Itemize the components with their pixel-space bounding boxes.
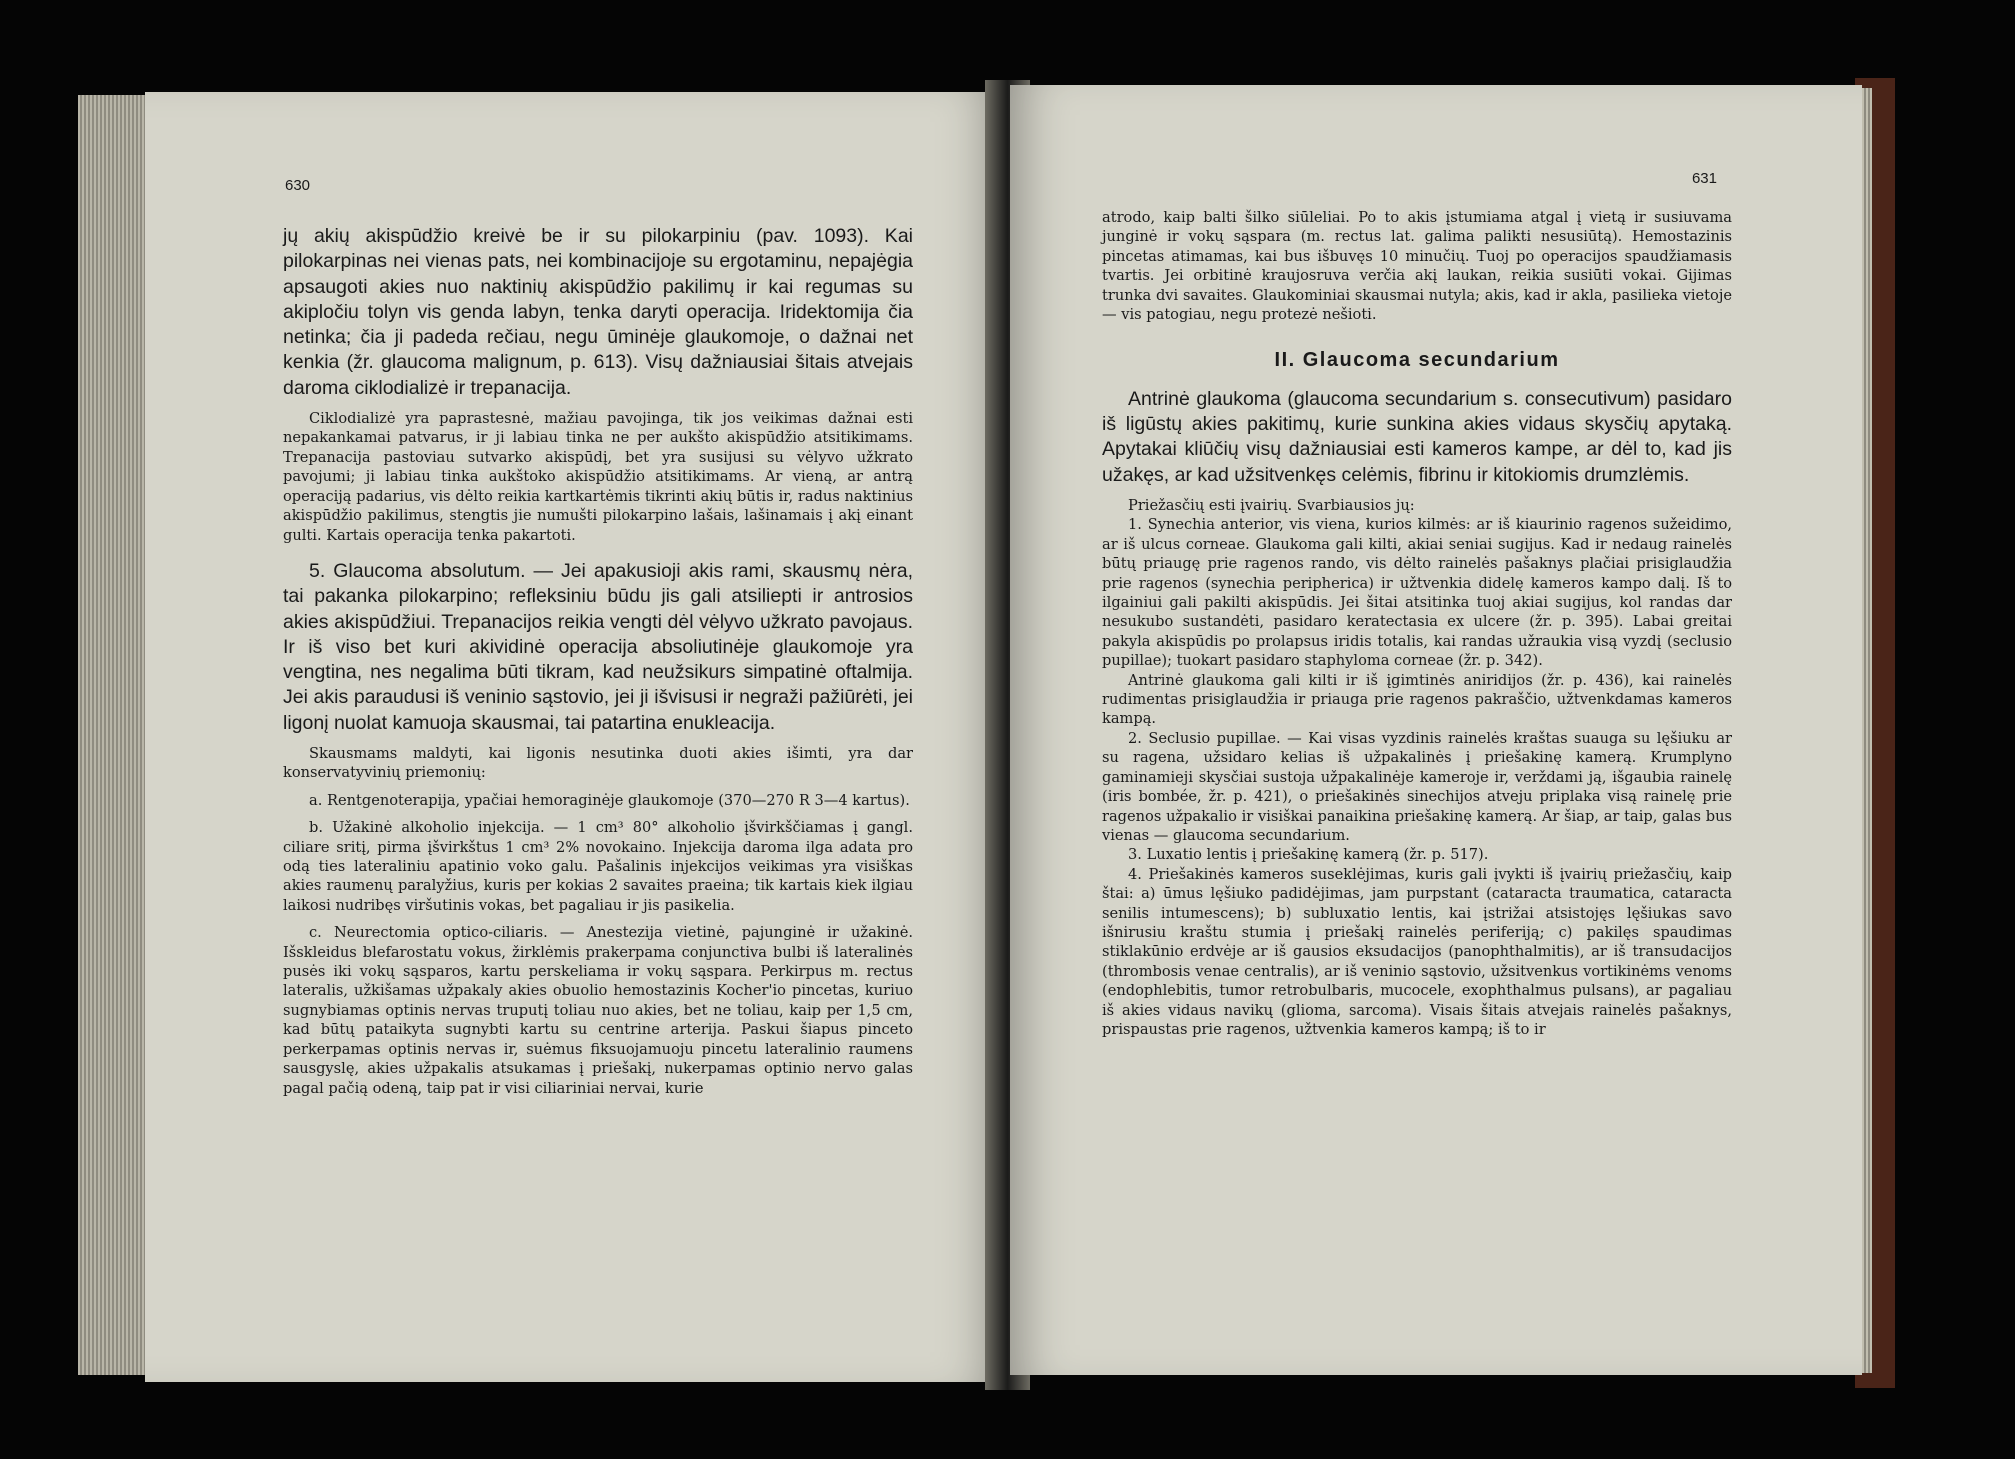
section-heading: II. Glaucoma secundarium	[1274, 349, 1560, 372]
right-page-text	[1102, 208, 1732, 1039]
right-page	[1010, 85, 1862, 1375]
paragraph: 2. Seclusio pupillae. — Kai visas vyzdinis rainelės kraštas suauga su lęšiuku ar su ragena, užsidaro kelias iš užpakalinės į priešakinę kamerą. Krumplyno gaminamieji skysčiai sustoja užpakalinėje kameroje ir, verždami ją, išgaubia rainelę (iris bombée, žr. p. 421), o priešakinės sinechijos atveju priplaka visą rainelę prie ragenos užpakalio ir visiškai panaikina priešakinę kamerą. Ar šiap, ar taip, galas bus vienas — glaucoma secundarium.	[1102, 729, 1732, 844]
paragraph: a. Rentgenoterapija, ypačiai hemoraginėje glaukomoje (370—270 R 3—4 kartus).	[309, 791, 910, 809]
paragraph: c. Neurectomia optico-ciliaris. — Anestezija vietinė, pajunginė ir užakinė. Išskleidus blefarostatu vokus, žirklėmis prakerpama conjunctiva bulbi iš lateralinės pusės iki vokų sąsparos, kartu perskeliama ir vokų sąspara. Perkirpus m. rectus lateralis, užkišamas užpakaly akies obuolio hemostazinis Kocher'io pincetas, kuriuo sugnybiamas optinis nervas truputį toliau nuo akies, bet ne toliau, kaip per 1,5 cm, kad būtų pataikyta sugnybti kartu su centrine arterija. Paskui šiapus pinceto perkerpamas optinis nervas ir, suėmus fiksuojamuoju pincetu lateralinio raumens sausgyslę, akies užpakalis atsukamas į priešakį, nukerpamas optinio nervo galas pagal pačią odeną, taip pat ir visi ciliariniai nervai, kurie	[283, 924, 913, 1097]
paragraph: 4. Priešakinės kameros suseklėjimas, kuris gali įvykti iš įvairių priežasčių, kaip štai: a) ūmus lęšiuko padidėjimas, jam purpstant (cataracta traumatica, cataracta senilis intumescens); b) subluxatio lentis, kai įstrižai atsistojęs lęšiukas savo išnirusiu kraštu stumia į priešakį rainelės periferiją; c) pakilęs spaudimas stiklakūnio erdvėje ar iš gausios eksudacijos (panophthalmitis), ar iš transudacijos (thrombosis venae centralis), ar iš veninio sąstovio, užsitvenkus vortikinėms venoms (endophlebitis, tumor retrobulbaris, mucocele, exophthalmus pulsans), ar pagaliau iš akies vidaus navikų (glioma, sarcoma). Visais šitais atvejais rainelės pašaknys, prispaustas prie ragenos, užtvenkia kameros kampą; iš to ir	[1102, 865, 1732, 1038]
paragraph: Antrinė glaukoma (glaucoma secundarium s. consecutivum) pasidaro iš ligūstų akies pakitimų, kurie sunkina akies vidaus skysčių apytaką. Apytakai kliūčių visų dažniausiai esti kameros kampe, ar dėl to, kad jis užakęs, ar kad užsitvenkęs celėmis, fibrinu ir kitokiomis drumzlėmis.	[1102, 387, 1732, 486]
page-number-right: 631	[1691, 170, 1717, 187]
paragraph: b. Užakinė alkoholio injekcija. — 1 cm³ 80° alkoholio įšvirkščiamas į gangl. ciliare sritį, pirma įšvirkštus 1 cm³ 2% novokaino. Injekcija daroma ilga adata pro odą ties lateraliniu apatinio voko galu. Pašalinis injekcijos veikimas yra visiškas akies raumenų paralyžius, kuris per kokias 2 savaites praeina; tik kartais kiek ilgiau laikosi nudribęs viršutinis vokas, bet pagaliau ir jis pasikelia.	[283, 819, 913, 914]
paragraph: 5. Glaucoma absolutum. — Jei apakusioji akis rami, skausmų nėra, tai pakanka pilokarpino; refleksiniu būdu jis gali atsiliepti ir antrosios akies akispūdžiui. Trepanacijos reikia vengti dėl vėlyvo užkrato pavojaus. Ir iš viso bet kuri akividinė operacija absoliutinėje glaukomoje yra vengtina, nes negalima būti tikram, kad neužsikurs simpatinė oftalmija. Jei akis paraudusi iš veninio sąstovio, jei ji išvisusi ir negraži pažiūrėti, jei ligonį nuolat kamuoja skausmai, tai patartina enukleacija.	[283, 559, 913, 734]
paragraph: Priežasčių esti įvairių. Svarbiausios jų:	[1128, 497, 1415, 515]
paragraph: atrodo, kaip balti šilko siūleliai. Po to akis įstumiama atgal į vietą ir susiuvama junginė ir vokų sąspara (m. rectus lat. galima palikti nesusiūtą). Hemostazinis pincetas atimamas, kai bus išbuvęs 10 minučių. Tuoj po operacijos spaudžiamasis tvartis. Jei orbitinė kraujosruva verčia akį laukan, reikia susiūti vokai. Gijimas trunka dvi savaites. Glaukominiai skausmai nutyla; akis, kad ir akla, pasilieka vietoje — vis patogiau, negu protezė nešioti.	[1102, 209, 1732, 324]
left-page	[145, 92, 1000, 1382]
left-page-text	[283, 224, 913, 1098]
paragraph: 3. Luxatio lentis į priešakinę kamerą (žr. p. 517).	[1128, 846, 1489, 864]
page-edges-left	[78, 95, 148, 1375]
paragraph: jų akių akispūdžio kreivė be ir su pilokarpiniu (pav. 1093). Kai pilokarpinas nei vienas pats, nei kombinacijoje su ergotaminu, nepajėgia apsaugoti akies nuo naktinių akispūdžio pakilimų ir kai regumas su akipločiu tolyn vis genda labyn, tenka daryti operacija. Iridektomija čia netinka; čia ji padeda rečiau, negu ūminėje glaukomoje, o dažnai net kenkia (žr. glaucoma malignum, p. 613). Visų dažniausiai šitais atvejais daroma ciklodializė ir trepanacija.	[283, 225, 913, 399]
paragraph: 1. Synechia anterior, vis viena, kurios kilmės: ar iš kiaurinio ragenos sužeidimo, ar iš ulcus corneae. Glaukoma gali kilti, akiai seniai sugijus. Kad ir nedaug rainelės būtų priaugę prie ragenos rando, vis dėlto rainelės pašaknys plačiai prisiglaudžia prie ragenos (synechia peripherica) ir užtvenkia didelę kameros kampo dalį. Iš to ilgainiui gali pakilti akispūdis. Jei šitai atsitinka tuoj akiai sugijus, kol randas dar nesukubo sustandėti, pasidaro keratectasia ex ulcere (žr. p. 395). Labai greitai pakyla akispūdis po prolapsus iridis totalis, kai randas užraukia visą vyzdį (seclusio pupillae); tuokart pasidaro staphyloma corneae (žr. p. 342).	[1102, 516, 1732, 670]
paragraph: Ciklodializė yra paprastesnė, mažiau pavojinga, tik jos veikimas dažnai esti nepakankamai patvarus, ir ji labiau tinka ne per aukšto akispūdžio atsitikimams. Trepanacija pastoviau sutvarko akispūdį, bet yra susijusi su vėlyvo užkrato pavojumi; ji labiau tinka aukštoko akispūdžio atsitikimams. Ar vieną, ar antrą operaciją padarius, vis dėlto reikia kartkartėmis tikrinti akių būtis ir, radus naktinius akispūdžio pakilimus, stengtis jie numušti pilokarpino lašais, lašinamais į akį einant gulti. Kartais operacija tenka pakartoti.	[283, 410, 913, 544]
page-number-left: 630	[285, 177, 311, 194]
paragraph: Skausmams maldyti, kai ligonis nesutinka duoti akies išimti, yra dar konservatyvinių priemonių:	[283, 745, 913, 782]
paragraph: Antrinė glaukoma gali kilti ir iš įgimtinės aniridijos (žr. p. 436), kai rainelės rudimentas prisiglaudžia ir priauga prie ragenos pakraščio, užtvenkdamas kameros kampą.	[1102, 671, 1732, 728]
